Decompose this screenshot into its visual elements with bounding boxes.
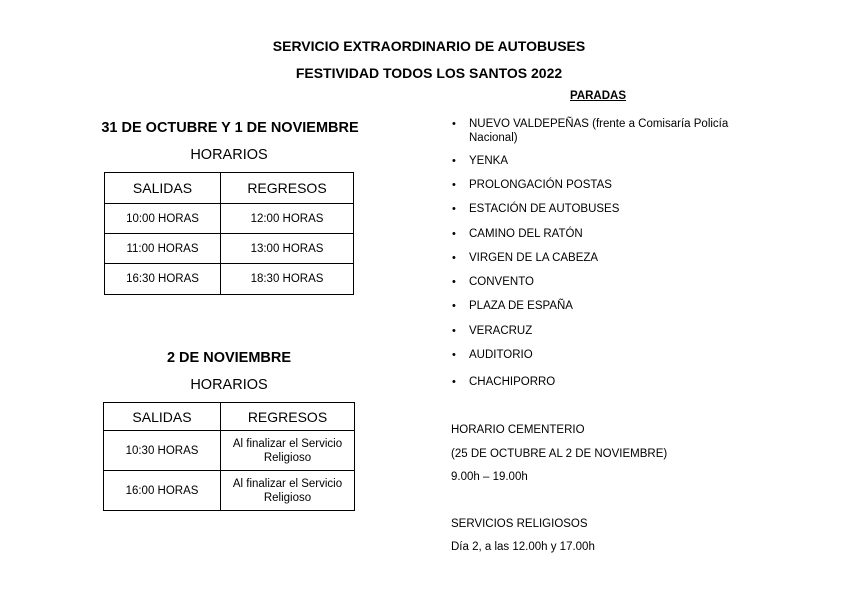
stop-name: VERACRUZ xyxy=(469,325,533,337)
list-item xyxy=(450,227,780,251)
column-header-regresos: REGRESOS xyxy=(221,173,354,204)
departure-time: 10:30 HORAS xyxy=(104,431,221,471)
return-time: Al finalizar el Servicio Religioso xyxy=(221,431,355,471)
bullet-icon: • xyxy=(452,118,456,130)
document-title: SERVICIO EXTRAORDINARIO DE AUTOBUSES xyxy=(272,38,586,54)
table-row xyxy=(105,204,354,234)
departure-time: 10:00 HORAS xyxy=(105,204,221,234)
bullet-icon: • xyxy=(452,300,456,312)
bullet-icon: • xyxy=(452,325,456,337)
paradas-title: PARADAS xyxy=(570,90,627,102)
stop-name: CONVENTO xyxy=(469,276,534,288)
stop-name: YENKA xyxy=(469,155,508,167)
religious-services-detail: Día 2, a las 12.00h y 17.00h xyxy=(451,541,595,553)
table-header-row xyxy=(105,173,354,204)
list-item xyxy=(450,202,780,227)
document-subtitle: FESTIVIDAD TODOS LOS SANTOS 2022 xyxy=(295,65,563,81)
cemetery-dates: (25 DE OCTUBRE AL 2 DE NOVIEMBRE) xyxy=(451,448,668,460)
cemetery-hours-title: HORARIO CEMENTERIO xyxy=(451,424,585,436)
bullet-icon: • xyxy=(452,276,456,288)
cemetery-hours: 9.00h – 19.00h xyxy=(451,471,528,483)
list-item xyxy=(450,375,780,399)
list-item xyxy=(450,178,780,202)
section2-heading: 2 DE NOVIEMBRE xyxy=(166,350,292,366)
bullet-icon: • xyxy=(452,179,456,191)
return-time: Al finalizar el Servicio Religioso xyxy=(221,471,355,511)
stops-list xyxy=(450,117,780,399)
stop-name: PROLONGACIÓN POSTAS xyxy=(469,179,612,191)
stop-name: NUEVO VALDEPEÑAS (frente a Comisaría Policía Nacional) xyxy=(469,118,729,144)
stop-name: CHACHIPORRO xyxy=(469,376,556,388)
stop-name: ESTACIÓN DE AUTOBUSES xyxy=(469,203,620,215)
return-time: 13:00 HORAS xyxy=(221,234,354,264)
section2-subheading: HORARIOS xyxy=(190,377,268,393)
column-header-salidas: SALIDAS xyxy=(105,173,221,204)
table-row xyxy=(104,431,355,471)
table-row xyxy=(105,234,354,264)
stop-name: AUDITORIO xyxy=(469,349,533,361)
bullet-icon: • xyxy=(452,376,456,388)
section1-heading: 31 DE OCTUBRE Y 1 DE NOVIEMBRE xyxy=(101,120,359,136)
list-item xyxy=(450,251,780,275)
column-header-regresos: REGRESOS xyxy=(221,403,355,431)
return-time: 18:30 HORAS xyxy=(221,264,354,295)
stop-name: PLAZA DE ESPAÑA xyxy=(469,300,573,312)
schedule-table-1 xyxy=(104,172,354,295)
table-row xyxy=(105,264,354,295)
stop-name: VIRGEN DE LA CABEZA xyxy=(469,252,599,264)
column-header-salidas: SALIDAS xyxy=(104,403,221,431)
schedule-table-2 xyxy=(103,402,355,511)
list-item xyxy=(450,154,780,178)
bullet-icon: • xyxy=(452,228,456,240)
departure-time: 16:00 HORAS xyxy=(104,471,221,511)
stop-name: CAMINO DEL RATÓN xyxy=(469,228,583,240)
departure-time: 16:30 HORAS xyxy=(105,264,221,295)
return-time: 12:00 HORAS xyxy=(221,204,354,234)
list-item xyxy=(450,275,780,299)
list-item xyxy=(450,324,780,348)
bullet-icon: • xyxy=(452,349,456,361)
table-header-row xyxy=(104,403,355,431)
bullet-icon: • xyxy=(452,155,456,167)
departure-time: 11:00 HORAS xyxy=(105,234,221,264)
table-row xyxy=(104,471,355,511)
section1-subheading: HORARIOS xyxy=(190,147,268,163)
list-item xyxy=(450,348,780,375)
list-item xyxy=(450,117,780,154)
religious-services-title: SERVICIOS RELIGIOSOS xyxy=(451,518,588,530)
list-item xyxy=(450,299,780,324)
bullet-icon: • xyxy=(452,252,456,264)
bullet-icon: • xyxy=(452,203,456,215)
